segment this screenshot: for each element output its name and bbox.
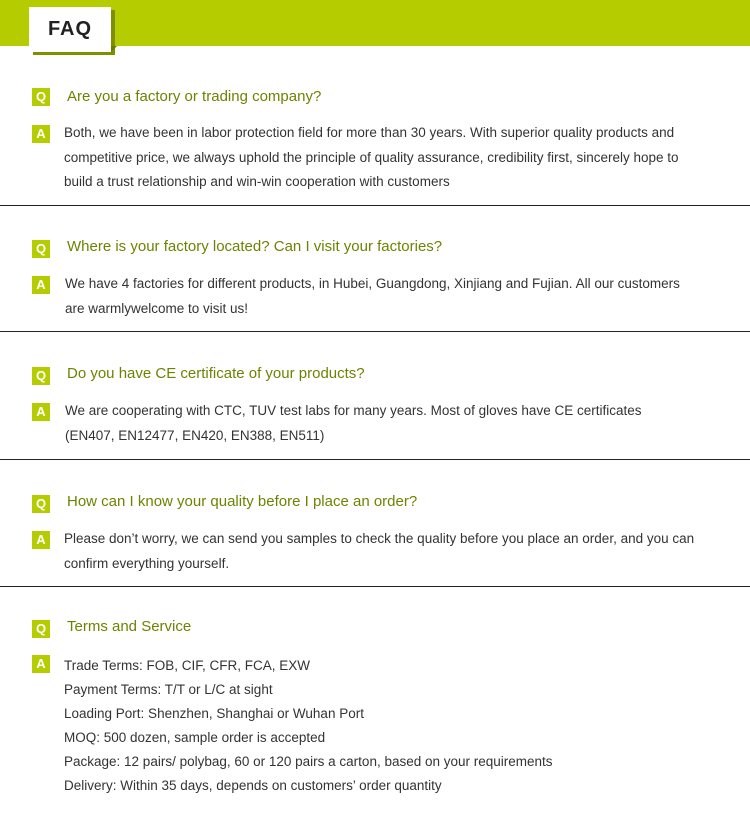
section-divider bbox=[0, 205, 750, 206]
answer-line: Both, we have been in labor protection field for more than 30 years. With superior quality products and bbox=[64, 125, 675, 140]
answer-text bbox=[64, 654, 734, 798]
answer-line: Trade Terms: FOB, CIF, CFR, FCA, EXW bbox=[64, 658, 311, 673]
answer-line: Please don’t worry, we can send you samples to check the quality before you place an order, and you can bbox=[64, 531, 695, 546]
answer-line: are warmlywelcome to visit us! bbox=[65, 300, 249, 316]
question-badge: Q bbox=[32, 240, 50, 258]
question-text: Are you a factory or trading company? bbox=[67, 88, 322, 105]
answer-badge: A bbox=[32, 276, 50, 294]
answer-line: We are cooperating with CTC, TUV test labs for many years. Most of gloves have CE certificates bbox=[65, 403, 642, 418]
answer-line: Loading Port: Shenzhen, Shanghai or Wuhan Port bbox=[64, 706, 364, 721]
answer-line: (EN407, EN12477, EN420, EN388, EN511) bbox=[65, 427, 325, 443]
answer-text bbox=[65, 399, 735, 448]
question-text: Do you have CE certificate of your products? bbox=[67, 365, 365, 382]
answer-line: Package: 12 pairs/ polybag, 60 or 120 pairs a carton, based on your requirements bbox=[64, 754, 553, 769]
section-divider bbox=[0, 459, 750, 460]
answer-badge: A bbox=[32, 403, 50, 421]
answer-line: competitive price, we always uphold the principle of quality assurance, credibility first, sincerely hope to bbox=[64, 149, 679, 165]
question-text: Terms and Service bbox=[67, 618, 192, 635]
answer-line: confirm everything yourself. bbox=[64, 555, 230, 571]
answer-line: We have 4 factories for different products, in Hubei, Guangdong, Xinjiang and Fujian. All our customers bbox=[65, 276, 680, 291]
section-divider bbox=[0, 586, 750, 587]
answer-badge: A bbox=[32, 531, 50, 549]
header-banner bbox=[0, 0, 750, 46]
section-divider bbox=[0, 331, 750, 332]
answer-text bbox=[65, 272, 735, 321]
title-tab-fold bbox=[111, 46, 117, 52]
question-badge: Q bbox=[32, 367, 50, 385]
answer-line: Delivery: Within 35 days, depends on customers’ order quantity bbox=[64, 778, 442, 793]
answer-line: Payment Terms: T/T or L/C at sight bbox=[64, 682, 273, 697]
answer-text bbox=[64, 527, 734, 576]
question-text: How can I know your quality before I place an order? bbox=[67, 493, 418, 510]
question-badge: Q bbox=[32, 495, 50, 513]
answer-line: build a trust relationship and win-win cooperation with customers bbox=[64, 174, 450, 189]
answer-badge: A bbox=[32, 655, 50, 673]
answer-badge: A bbox=[32, 125, 50, 143]
question-badge: Q bbox=[32, 620, 50, 638]
faq-title: FAQ bbox=[29, 7, 111, 52]
answer-text bbox=[64, 121, 734, 195]
question-text: Where is your factory located? Can I visit your factories? bbox=[67, 238, 443, 255]
question-badge: Q bbox=[32, 88, 50, 106]
answer-line: MOQ: 500 dozen, sample order is accepted bbox=[64, 730, 326, 745]
